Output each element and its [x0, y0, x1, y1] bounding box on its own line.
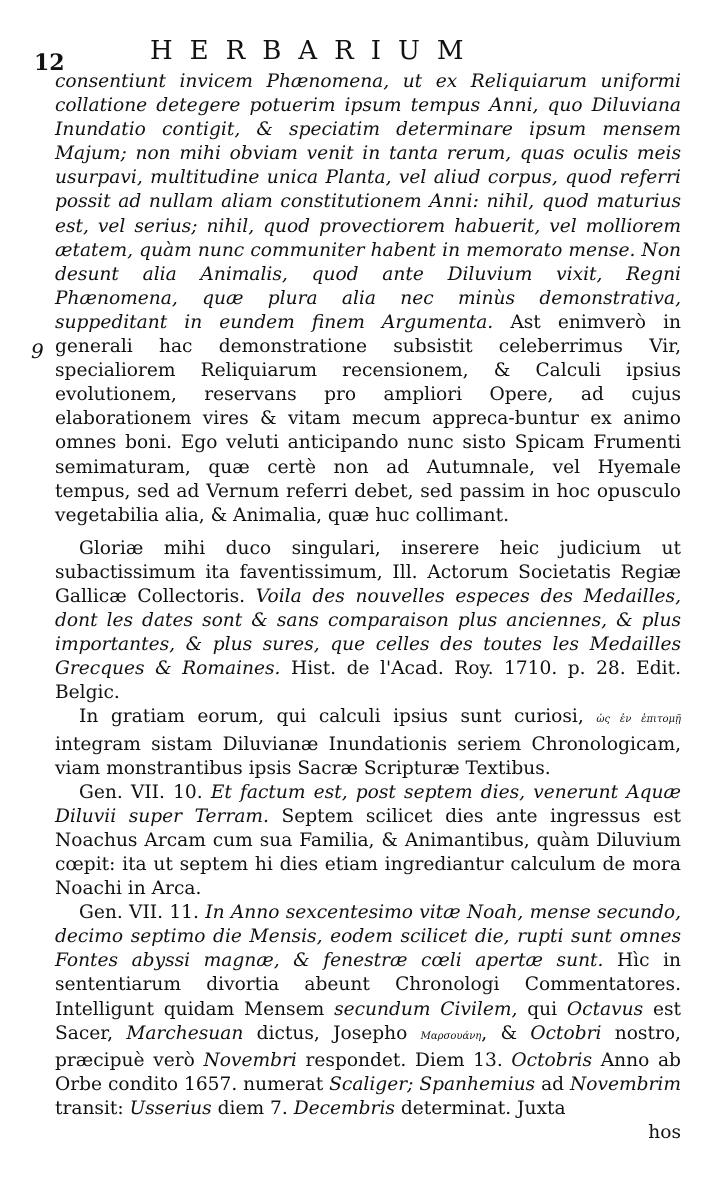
italic-term: Decembris — [293, 1097, 395, 1119]
catchword: hos — [648, 1122, 681, 1144]
greek-word: Μαρσουάνη — [420, 1030, 482, 1042]
citation: Hist. de l'Acad. Roy. 1710. p. 28. Edit. Belgic. — [55, 658, 681, 704]
paragraph-5-text: , & — [481, 1022, 518, 1044]
paragraph-1-roman-text: Ast enimverò in generali hac demonstratione subsistit celeberrimus Vir, specialiorem Reliquiarum recensionem, & Calculi ipsius evolutionem, reservans pro ampliori Opere, ad cujus elaborationem vires & vitam mecum appreca-buntur ex animo omnes boni. Ego veluti anticipando nunc sisto Spicam Frumenti semimaturam, quæ certè non ad Autumnale, vel Hyemale tempus, sed ad Vernum referri debet, sed passim in hoc opusculo vegetabilia alia, & Animalia, quæ huc collimant. — [55, 311, 681, 526]
paragraph-5-text: ad — [541, 1073, 565, 1095]
italic-term: secundum Civilem, — [334, 998, 518, 1020]
greek-phrase: ὡς ἐν ἐπιτομῇ — [596, 714, 681, 726]
italic-term: Novembri — [203, 1049, 297, 1071]
paragraph-2 — [55, 537, 681, 706]
scripture-quote: In Anno sexcentesimo vitæ Noah, mense secundo, decimo septimo die Mensis, eodem scilicet die, rupti sunt omnes Fontes abyssi magnæ, & fenestræ cœli apertæ sunt. — [55, 902, 681, 972]
page-number: 12 — [34, 50, 65, 76]
scripture-quote: Et factum est, post septem dies, venerunt Aquæ Diluvii super Terram. — [55, 781, 681, 827]
paragraph-1-italic-text: consentiunt invicem Phænomena, ut ex Reliquiarum uniformi collatione detegere potuerim ipsum tempus Anni, quo Diluviana Inundatio contigit, & speciatim determinare ipsum mensem Majum; non mihi obviam venit in tanta rerum, quas oculis meis usurpavi, multitudine unica Planta, vel aliud corpus, quod referri possit ad nullam aliam constitutionem Anni: nihil, quod maturius est, vel serius; nihil, quod provectiorem habuerit, vel molliorem ætatem, quàm nunc communiter habent in memorato mense. Non desunt alia Animalis, quod ante Diluvium vixit, Regni Phænomena, quæ plura alia nec minùs demonstrativa, suppeditant in eundem finem Argumenta. — [55, 71, 681, 333]
italic-term: Scaliger; — [329, 1073, 414, 1095]
paragraph-1 — [55, 70, 681, 528]
paragraph-3-text-b: integram sistam Diluvianæ Inundationis seriem Chronologicam, viam monstrantibus ipsis Sacræ Scripturæ Textibus. — [55, 733, 681, 779]
paragraph-5-text: est Sacer, — [55, 998, 682, 1044]
paragraph-5-text: diem 7. — [217, 1097, 288, 1119]
italic-term: Octobri — [530, 1022, 602, 1044]
margin-mark: 9 — [31, 339, 44, 363]
scripture-reference: Gen. VII. 11. — [79, 902, 199, 924]
paragraph-4-text: Septem scilicet dies ante ingressus est Noachus Arcam cum sua Familia, & Animantibus, quàm Diluvium cœpit: ita ut septem hi dies etiam ingrediantur calculum de mora Noachi in Arca. — [55, 805, 681, 900]
paragraph-5-text: determinat. Juxta — [400, 1097, 566, 1119]
page-header — [0, 28, 701, 76]
italic-term: Usserius — [129, 1097, 212, 1119]
paragraph-5-text: qui — [527, 998, 558, 1020]
body-text — [55, 70, 681, 1145]
running-title: HERBARIUM — [150, 36, 481, 66]
paragraph-4 — [55, 781, 681, 901]
paragraph-2-intro: Gloriæ mihi duco singulari, inserere heic judicium ut subactissimum ita faventissimum, Ill. Actorum Societatis Regiæ Gallicæ Collectoris. — [55, 537, 681, 607]
paragraph-5 — [55, 901, 681, 1121]
paragraph-5-text: dictus, Josepho — [256, 1022, 408, 1044]
italic-term: Novembrim — [570, 1073, 681, 1095]
italic-term: Octobris — [511, 1049, 593, 1071]
italic-term: Spanhemius — [419, 1073, 536, 1095]
paragraph-5-text: respondet. Diem 13. — [305, 1049, 503, 1071]
italic-term: Octavus — [566, 998, 644, 1020]
french-quotation: Voila des nouvelles especes des Medailles, dont les dates sont & sans comparaison plus anciennes, & plus importantes, & plus sures, que celles des toutes les Medailles Grecques & Romaines. — [55, 585, 681, 680]
paragraph-5-text: Anno ab Orbe condito 1657. numerat — [55, 1049, 681, 1095]
paragraph-5-text: Hìc in sententiarum divortia abeunt Chronologi Commentatores. Intelligunt quidam Mensem — [55, 950, 681, 1020]
paragraph-3-text-a: In gratiam eorum, qui calculi ipsius sunt curiosi, — [79, 706, 584, 728]
paragraph-3 — [55, 705, 681, 780]
italic-term: Marchesuan — [126, 1022, 244, 1044]
paragraph-5-text: transit: — [55, 1097, 124, 1119]
scripture-reference: Gen. VII. 10. — [79, 781, 203, 803]
paragraph-5-text: nostro, præcipuè verò — [55, 1022, 681, 1071]
